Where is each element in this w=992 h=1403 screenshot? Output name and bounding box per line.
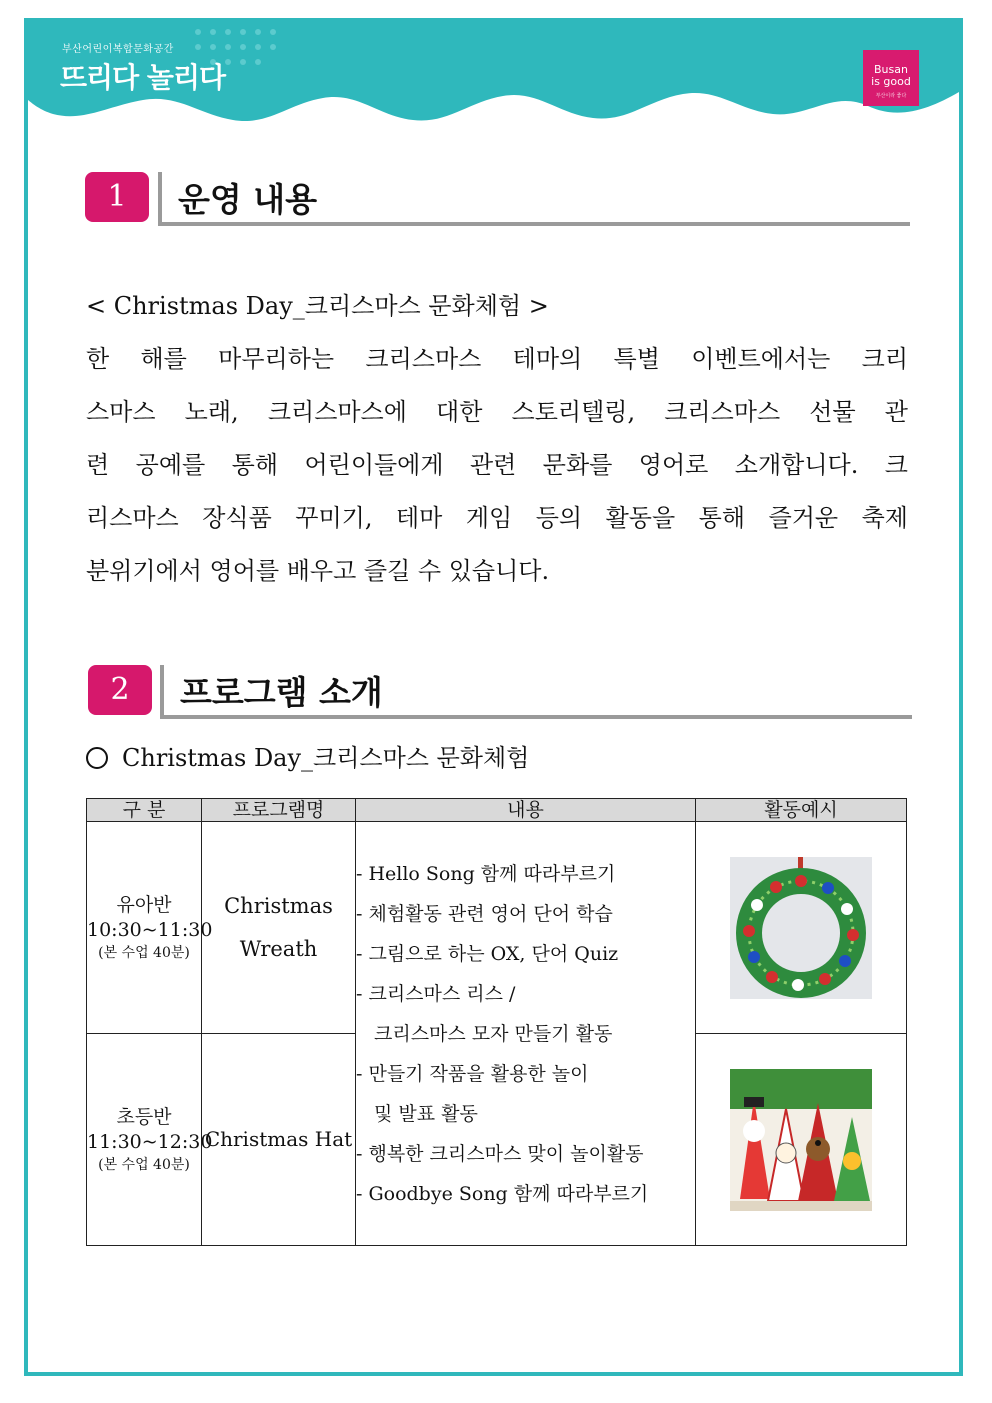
wreath-photo [730,857,872,999]
paragraph-line: 한 해를 마무리하는 크리스마스 테마의 특별 이벤트에서는 크리 [86,345,908,373]
program-name: Christmas [224,893,333,918]
content-item: - Goodbye Song 함께 따라부르기 [356,1182,649,1205]
section1-divider-vertical [158,172,162,226]
content-item: - 그림으로 하는 OX, 단어 Quiz [356,942,619,965]
program-name: Christmas Hat [204,1127,353,1151]
class-note: (본 수업 40분) [98,944,190,961]
badge-sub: 부산이라 좋다 [875,93,907,99]
hat-photo [730,1069,872,1211]
content-item: - 체험활동 관련 영어 단어 학습 [356,902,613,925]
paragraph-line: 스마스 노래, 크리스마스에 대한 스토리텔링, 크리스마스 선물 관 [86,398,908,426]
content-item: 및 발표 활동 [374,1102,478,1125]
content-item: - Hello Song 함께 따라부르기 [356,862,616,885]
paragraph-line: 리스마스 장식품 꾸미기, 테마 게임 등의 활동을 통해 즐거운 축제 [86,504,908,532]
section2-subhead [86,738,529,773]
program-name: Wreath [239,936,318,961]
header-example: 활동예시 [696,799,907,822]
class-cell [87,1034,213,1246]
content-item: - 행복한 크리스마스 맞이 놀이활동 [356,1142,644,1165]
section1-title: 운영 내용 [178,180,318,219]
section2-divider-vertical [160,665,164,719]
content-item: 크리스마스 모자 만들기 활동 [374,1022,613,1045]
content-cell [356,822,696,1246]
circle-bullet-icon [86,747,108,769]
badge-line2: is good [871,75,911,88]
class-time: 11:30~12:30 [87,1130,213,1153]
content-item: - 크리스마스 리스 / [356,982,516,1005]
program-cell [202,1034,356,1246]
header-content: 내용 [356,799,696,822]
class-time: 10:30~11:30 [87,918,213,941]
org-name-small: 부산어린이복합문화공간 [62,44,174,55]
table-header-row [87,799,907,822]
section2-divider-horizontal [160,715,912,719]
class-name: 초등반 [116,1105,172,1128]
logo-text: 뜨리다 놀리다 [60,61,226,94]
section2-number-badge: 2 [88,665,152,715]
paragraph-line: 분위기에서 영어를 배우고 즐길 수 있습니다. [86,557,550,585]
busan-is-good-logo [863,50,919,106]
class-note: (본 수업 40분) [98,1156,190,1173]
section1-paragraph [86,333,908,598]
header-banner [28,22,959,126]
example-cell [696,822,907,1034]
program-cell [202,822,356,1034]
section1-subhead: < Christmas Day_크리스마스 문화체험 > [86,292,549,320]
section1-divider-horizontal [158,222,910,226]
badge-line1: Busan [874,63,908,76]
table-row [87,822,907,1034]
class-cell [87,822,213,1034]
class-name: 유아반 [116,893,172,916]
section1-number-badge: 1 [85,172,149,222]
section2-subhead-text: Christmas Day_크리스마스 문화체험 [122,744,530,772]
content-item: - 만들기 작품을 활용한 놀이 [356,1062,589,1085]
example-cell [696,1034,907,1246]
paragraph-line: 련 공예를 통해 어린이들에게 관련 문화를 영어로 소개합니다. 크 [86,451,908,479]
header-class: 구 분 [87,799,202,822]
program-table [86,798,907,1246]
section2-title: 프로그램 소개 [180,673,383,712]
header-program: 프로그램명 [202,799,356,822]
